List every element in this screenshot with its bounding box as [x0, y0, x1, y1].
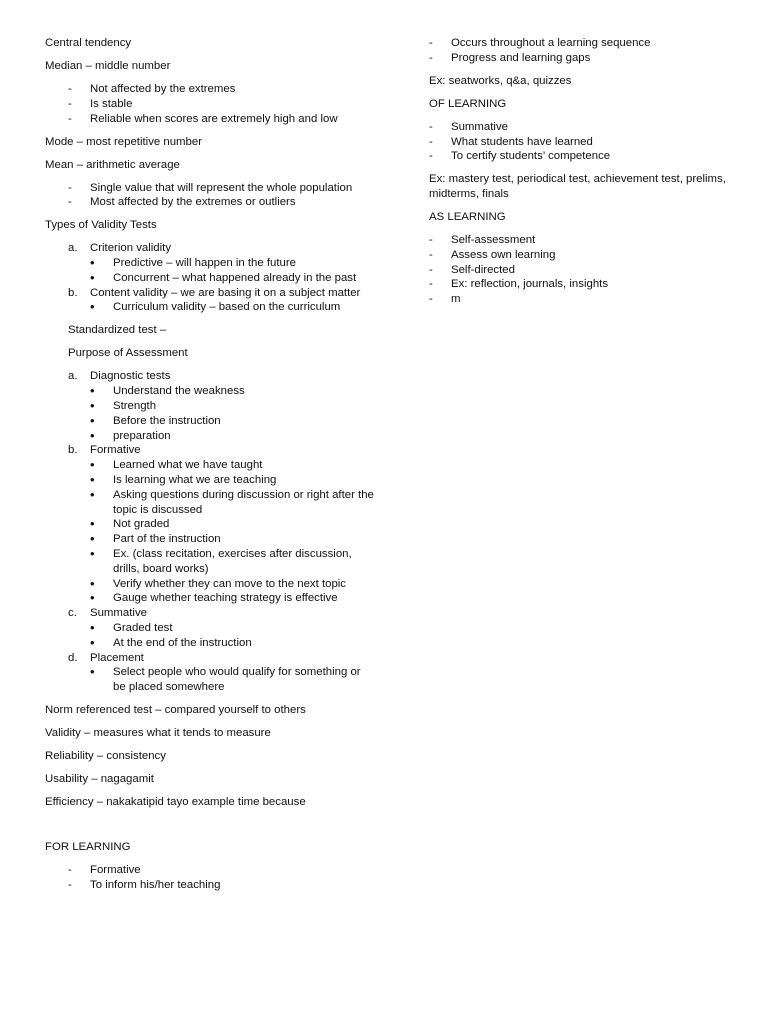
sub-list [90, 458, 375, 606]
sub-list-item: • Ex. (class recitation, exercises after discussion, drills, board works) [90, 547, 375, 577]
sub-list-item: • Predictive – will happen in the future [90, 256, 375, 271]
list-item [45, 651, 375, 695]
sub-list [90, 300, 375, 315]
for-learning-continued-list [406, 36, 729, 66]
list-item [45, 606, 375, 650]
as-learning-list [406, 233, 729, 307]
list-item: - Occurs throughout a learning sequence [406, 36, 729, 51]
sub-list-item: • Understand the weakness [90, 384, 375, 399]
purpose-heading: Purpose of Assessment [68, 347, 188, 360]
sub-list-item: • Gauge whether teaching strategy is effective [90, 591, 375, 606]
list-item: - Assess own learning [406, 248, 729, 263]
sub-list [90, 256, 375, 286]
standardized-test: Standardized test – [68, 324, 167, 337]
as-learning-heading: AS LEARNING [429, 211, 506, 224]
list-item [45, 369, 375, 443]
sub-list-item: • Strength [90, 399, 375, 414]
list-item: - Self-assessment [406, 233, 729, 248]
list-item: - Progress and learning gaps [406, 51, 729, 66]
list-item [45, 241, 375, 285]
list-item: - What students have learned [406, 135, 729, 150]
sub-list-item: • Select people who would qualify for something or be placed somewhere [90, 665, 375, 695]
reliability-definition: Reliability – consistency [45, 750, 166, 763]
sub-list-item: • Learned what we have taught [90, 458, 375, 473]
sub-list-item: • Concurrent – what happened already in the past [90, 271, 375, 286]
sub-list-item: • Graded test [90, 621, 375, 636]
list-item: - Self-directed [406, 263, 729, 278]
sub-list [90, 621, 375, 651]
list-marker: b. [68, 286, 78, 299]
right-column [429, 36, 729, 315]
left-column [45, 36, 375, 901]
median-definition: Median – middle number [45, 59, 171, 72]
sub-list-item: • Is learning what we are teaching [90, 473, 375, 488]
list-item [45, 443, 375, 606]
list-item: - Ex: reflection, journals, insights [406, 277, 729, 292]
mean-list [45, 181, 375, 211]
sub-list-item: • At the end of the instruction [90, 636, 375, 651]
list-item: - Not affected by the extremes [45, 82, 375, 97]
list-item-label: Content validity – we are basing it on a subject matter [90, 286, 361, 299]
sub-list-item: • Not graded [90, 517, 375, 532]
mean-definition: Mean – arithmetic average [45, 158, 180, 171]
list-item [45, 286, 375, 316]
sub-list [90, 384, 375, 443]
of-learning-heading: OF LEARNING [429, 97, 507, 110]
central-tendency-heading: Central tendency [45, 37, 132, 49]
list-item: - Most affected by the extremes or outliers [45, 195, 375, 210]
list-marker: b. [68, 444, 78, 457]
efficiency-definition: Efficiency – nakakatipid tayo example time because [45, 796, 306, 809]
for-learning-heading: FOR LEARNING [45, 840, 131, 853]
validity-types-list [45, 241, 375, 315]
of-learning-example: Ex: mastery test, periodical test, achievement test, prelims, midterms, finals [429, 173, 726, 201]
list-item: - Summative [406, 120, 729, 135]
sub-list [90, 665, 375, 695]
list-item: - Reliable when scores are extremely high and low [45, 112, 375, 127]
sub-list-item: • Asking questions during discussion or right after the topic is discussed [90, 488, 375, 518]
usability-definition: Usability – nagagamit [45, 773, 154, 786]
list-item: - To certify students’ competence [406, 149, 729, 164]
list-item: - Single value that will represent the whole population [45, 181, 375, 196]
list-marker: c. [68, 607, 77, 620]
list-item: - Formative [45, 863, 375, 878]
validity-types-heading: Types of Validity Tests [45, 219, 157, 232]
of-learning-list [406, 120, 729, 164]
for-learning-list [45, 863, 375, 893]
list-item: - To inform his/her teaching [45, 878, 375, 893]
list-item-label: Formative [90, 444, 141, 457]
list-marker: a. [68, 242, 78, 255]
sub-list-item: • Part of the instruction [90, 532, 375, 547]
for-learning-example: Ex: seatworks, q&a, quizzes [429, 74, 572, 87]
purpose-list [45, 369, 375, 695]
sub-list-item: • Verify whether they can move to the next topic [90, 577, 375, 592]
list-marker: a. [68, 370, 78, 383]
sub-list-item: • Curriculum validity – based on the curriculum [90, 300, 375, 315]
list-item: - m [406, 292, 729, 307]
validity-definition: Validity – measures what it tends to measure [45, 727, 271, 740]
list-item-label: Criterion validity [90, 242, 172, 255]
sub-list-item: • Before the instruction [90, 414, 375, 429]
median-list [45, 82, 375, 126]
sub-list-item: • preparation [90, 429, 375, 444]
list-item-label: Summative [90, 607, 147, 620]
list-item-label: Diagnostic tests [90, 370, 171, 383]
list-marker: d. [68, 651, 78, 664]
norm-referenced: Norm referenced test – compared yourself to others [45, 704, 306, 717]
list-item-label: Placement [90, 651, 144, 664]
list-item: - Is stable [45, 97, 375, 112]
mode-definition: Mode – most repetitive number [45, 135, 203, 148]
